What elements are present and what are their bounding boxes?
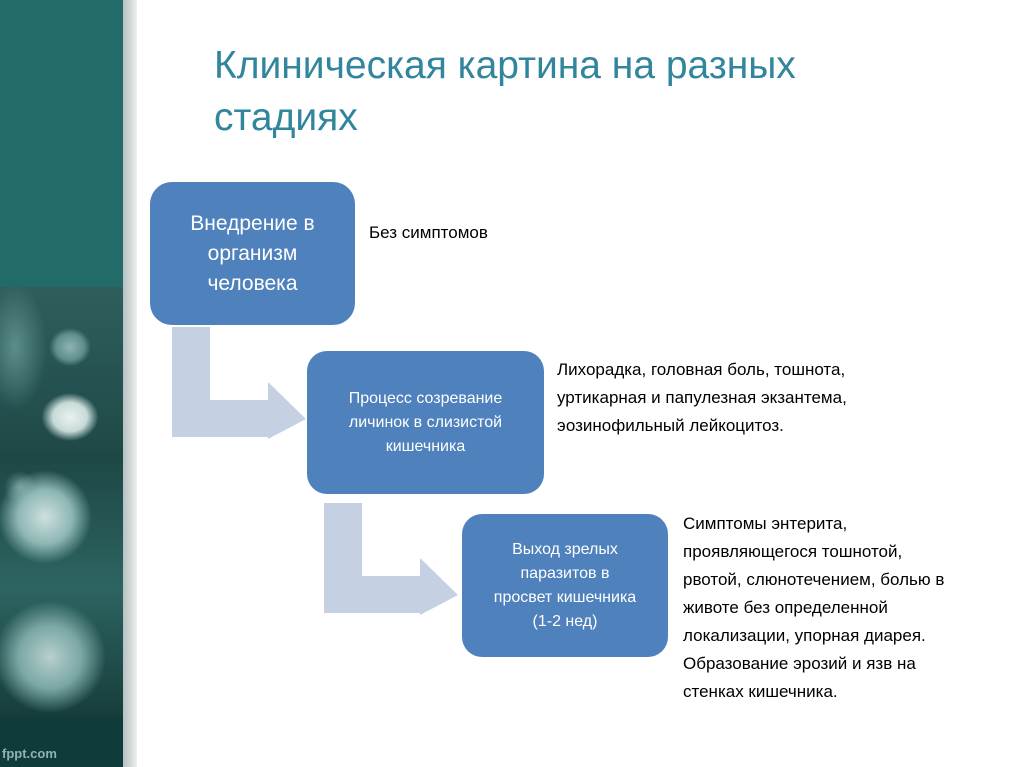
description-line: Без симптомов bbox=[369, 223, 488, 242]
description-line: Образование эрозий и язв на bbox=[683, 654, 916, 673]
description-line: эозинофильный лейкоцитоз. bbox=[557, 416, 784, 435]
bent-arrow-icon bbox=[324, 503, 464, 617]
description-line: стенках кишечника. bbox=[683, 682, 838, 701]
stage-box-line: организм bbox=[207, 241, 298, 265]
stage-box-line: Процесс созревание bbox=[348, 389, 503, 407]
stage-box-adult-parasites bbox=[462, 514, 668, 657]
title-line: стадиях bbox=[214, 96, 358, 139]
footer-brand: fppt.com bbox=[2, 746, 57, 761]
stage-box-line: Выход зрелых bbox=[512, 540, 618, 558]
bent-arrow-icon bbox=[172, 327, 312, 441]
stage-box-invasion bbox=[150, 182, 355, 325]
stage-box-line: человека bbox=[207, 271, 298, 295]
description-line: уртикарная и папулезная экзантема, bbox=[557, 388, 847, 407]
stage-box-line: личинок в слизистой bbox=[348, 413, 503, 431]
description-line: Лихорадка, головная боль, тошнота, bbox=[557, 360, 846, 379]
description-line: Симптомы энтерита, bbox=[683, 514, 848, 533]
slide-title bbox=[214, 40, 914, 144]
description-line: локализации, упорная диарея. bbox=[683, 626, 926, 645]
stage-box-line: (1-2 нед) bbox=[532, 612, 598, 630]
stage-description-adult-parasites bbox=[683, 510, 1003, 706]
stage-description-larvae-maturation bbox=[557, 356, 957, 440]
microscope-photo bbox=[0, 287, 123, 717]
stage-description-invasion bbox=[369, 219, 488, 247]
stage-box-line: просвет кишечника bbox=[493, 588, 637, 606]
description-line: рвотой, слюнотечением, болью в bbox=[683, 570, 945, 589]
stage-box-line: кишечника bbox=[385, 437, 466, 455]
stage-box-larvae-maturation bbox=[307, 351, 544, 494]
description-line: проявляющегося тошнотой, bbox=[683, 542, 903, 561]
stage-box-line: паразитов в bbox=[520, 564, 610, 582]
sidebar-divider bbox=[123, 0, 137, 767]
description-line: животе без определенной bbox=[683, 598, 888, 617]
title-line: Клиническая картина на разных bbox=[214, 44, 796, 87]
stage-box-line: Внедрение в bbox=[190, 211, 315, 235]
